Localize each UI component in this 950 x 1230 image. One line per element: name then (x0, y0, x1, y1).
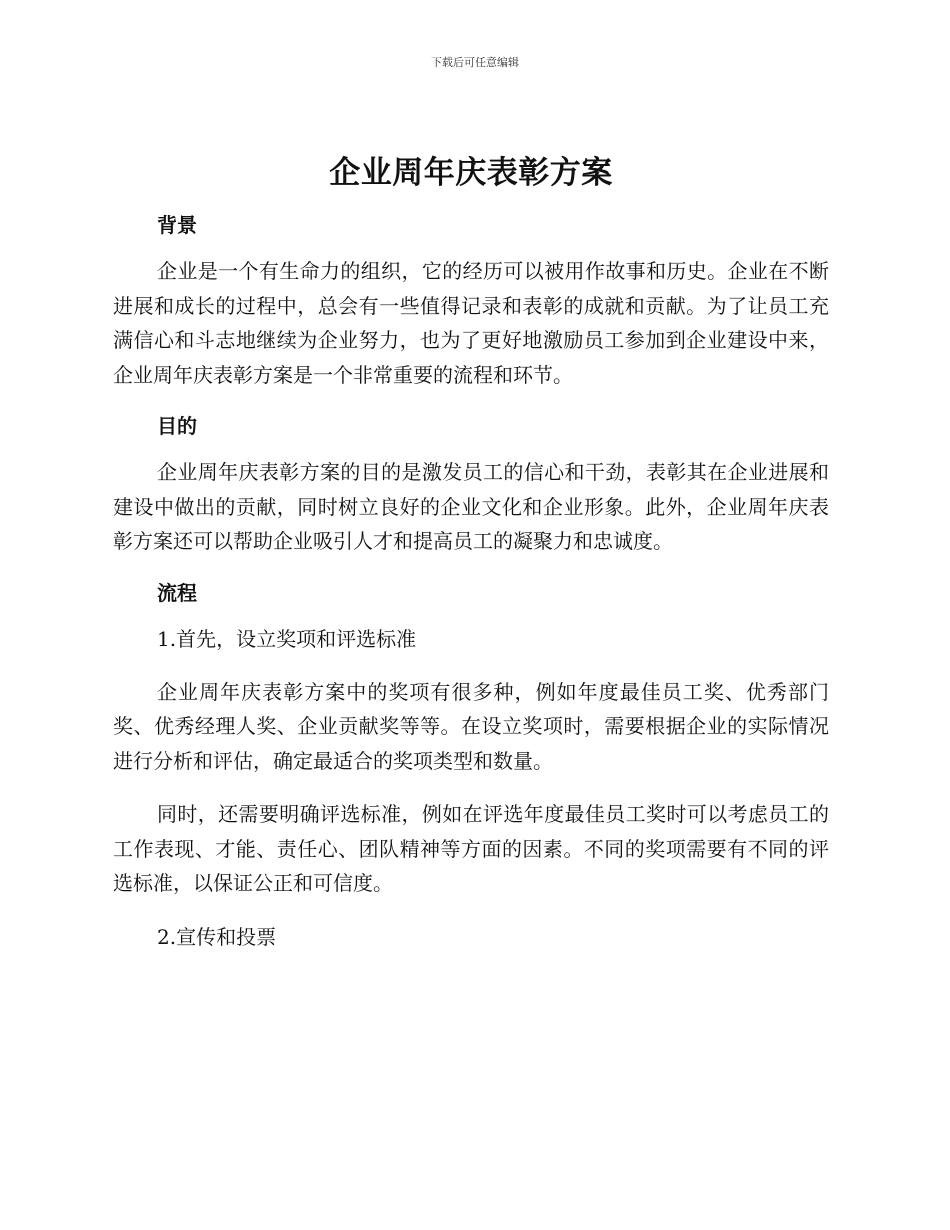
process-step-2: 2.宣传和投票 (157, 924, 277, 949)
background-paragraph: 企业是一个有生命力的组织，它的经历可以被用作故事和历史。企业在不断进展和成长的过程中，总会有一些值得记录和表彰的成就和贡献。为了让员工充满信心和斗志地继续为企业努力，也为了更好地激励员工参加到企业建设中来，企业周年庆表彰方案是一个非常重要的流程和环节。 (113, 259, 829, 387)
step1-paragraph-awards: 企业周年庆表彰方案中的奖项有很多种，例如年度最佳员工奖、优秀部门奖、优秀经理人奖、企业贡献奖等等。在设立奖项时，需要根据企业的实际情况进行分析和评估，确定最适合的奖项类型和数量。 (113, 679, 829, 773)
process-step-1: 1.首先，设立奖项和评选标准 (157, 626, 417, 651)
step1-paragraph-criteria: 同时，还需要明确评选标准，例如在评选年度最佳员工奖时可以考虑员工的工作表现、才能、责任心、团队精神等方面的因素。不同的奖项需要有不同的评选标准，以保证公正和可信度。 (113, 802, 829, 895)
section-heading-purpose: 目的 (157, 414, 197, 438)
document-body (113, 150, 829, 973)
purpose-paragraph: 企业周年庆表彰方案的目的是激发员工的信心和干劲，表彰其在企业进展和建设中做出的贡献，同时树立良好的企业文化和企业形象。此外，企业周年庆表彰方案还可以帮助企业吸引人才和提高员工的凝聚力和忠诚度。 (113, 460, 829, 553)
section-heading-process: 流程 (157, 580, 197, 605)
header-note: 下载后可任意编辑 (431, 56, 519, 69)
section-heading-background: 背景 (157, 213, 197, 237)
document-title: 企业周年庆表彰方案 (329, 155, 613, 191)
